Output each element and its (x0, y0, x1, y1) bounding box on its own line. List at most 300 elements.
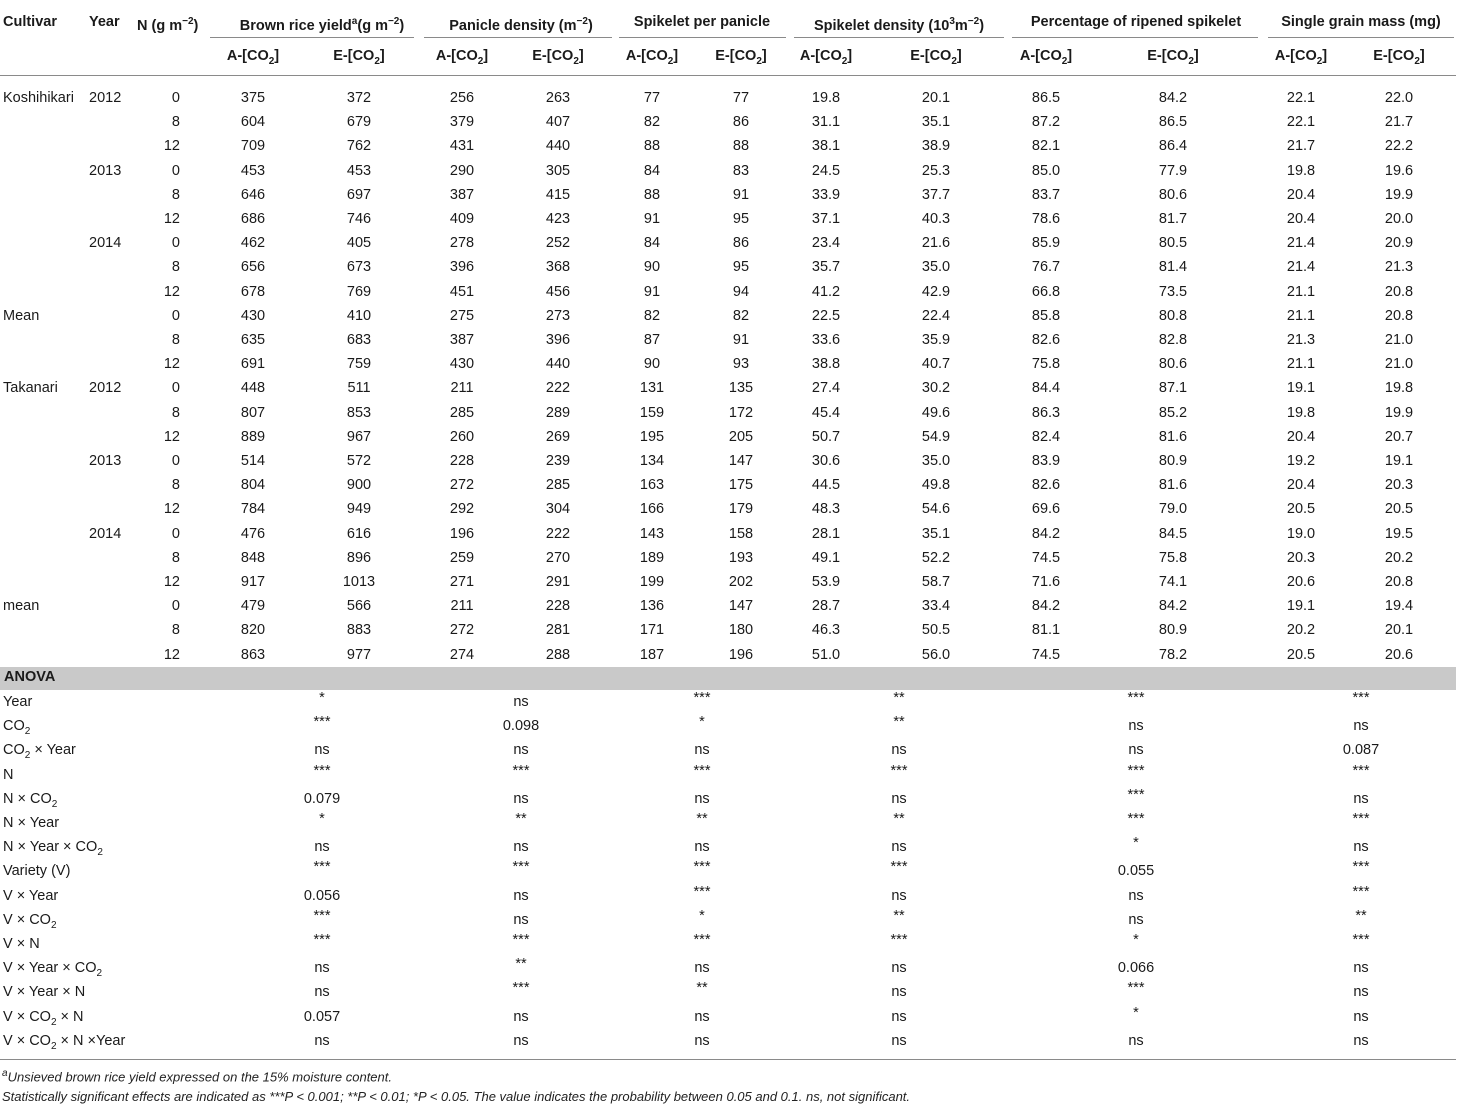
subheader-e-co2: $E-[CO_2]$ (1147, 48, 1199, 67)
footnote-significance: Statistically significant effects are indicated as ***P < 0.001; **P < 0.01; *P < 0.05. The value indicates the probability between 0.05 and 0.1. ns, not significant. (2, 1089, 911, 1104)
cell-value: 19.4 (1384, 598, 1414, 614)
cell-value: 205 (728, 429, 754, 445)
cell-value: 171 (639, 622, 665, 638)
cell-value: 21.3 (1384, 259, 1414, 275)
cell-value: 136 (639, 598, 665, 614)
cell-value: 33.6 (811, 332, 841, 348)
cell-n: 0 (171, 526, 180, 542)
anova-significance: ns (891, 888, 907, 904)
cell-value: 883 (346, 622, 372, 638)
cell-value: 158 (728, 526, 754, 542)
anova-title: ANOVA (4, 669, 56, 685)
cell-value: 415 (545, 187, 571, 203)
cell-value: 187 (639, 647, 665, 663)
anova-significance: ns (513, 912, 529, 928)
cell-value: 430 (240, 308, 266, 324)
cell-value: 616 (346, 526, 372, 542)
anova-effect-label: V × N (3, 936, 40, 952)
cell-value: 147 (728, 453, 754, 469)
cell-value: 21.6 (921, 235, 951, 251)
cell-value: 195 (639, 429, 665, 445)
cell-n: 12 (163, 647, 180, 663)
cell-value: 20.4 (1286, 211, 1316, 227)
anova-significance: *** (1127, 690, 1145, 706)
cell-value: 84.5 (1158, 526, 1188, 542)
cell-value: 20.6 (1384, 647, 1414, 663)
anova-significance: ns (1353, 1033, 1369, 1049)
cell-value: 896 (346, 550, 372, 566)
cell-year: 2014 (89, 235, 122, 251)
cell-value: 83.9 (1031, 453, 1061, 469)
anova-effect-label: Year (3, 694, 33, 710)
header-grain-mass: Single grain mass (mg) (1281, 14, 1441, 30)
anova-significance: ns (1128, 888, 1144, 904)
cell-value: 19.8 (811, 90, 841, 106)
cell-value: 20.4 (1286, 429, 1316, 445)
anova-significance: ns (1353, 718, 1369, 734)
cell-value: 94 (732, 284, 750, 300)
cell-value: 86.3 (1031, 405, 1061, 421)
cell-value: 71.6 (1031, 574, 1061, 590)
anova-significance: ns (1353, 1009, 1369, 1025)
cell-value: 91 (732, 332, 750, 348)
anova-significance: * (699, 908, 705, 924)
cell-value: 196 (728, 647, 754, 663)
cell-value: 19.9 (1384, 187, 1414, 203)
cell-value: 87.1 (1158, 380, 1188, 396)
cell-value: 22.5 (811, 308, 841, 324)
cell-value: 80.9 (1158, 622, 1188, 638)
cell-value: 30.2 (921, 380, 951, 396)
cell-value: 38.8 (811, 356, 841, 372)
cell-value: 646 (240, 187, 266, 203)
cell-value: 91 (643, 284, 661, 300)
cell-value: 305 (545, 163, 571, 179)
cell-value: 91 (643, 211, 661, 227)
anova-significance: * (1133, 1005, 1139, 1021)
cell-value: 709 (240, 138, 266, 154)
cell-value: 274 (449, 647, 475, 663)
cell-value: 479 (240, 598, 266, 614)
cell-value: 656 (240, 259, 266, 275)
subheader-e-co2: $E-[CO_2]$ (715, 48, 767, 67)
cell-value: 288 (545, 647, 571, 663)
anova-significance: ** (893, 690, 905, 706)
cell-n: 0 (171, 453, 180, 469)
cell-value: 23.4 (811, 235, 841, 251)
cell-value: 84.2 (1031, 526, 1061, 542)
cell-value: 697 (346, 187, 372, 203)
cell-value: 291 (545, 574, 571, 590)
cell-value: 84.4 (1031, 380, 1061, 396)
anova-effect-label: $V \times CO_2 \times N$ ×Year (3, 1033, 126, 1052)
subheader-a-co2: $A-[CO_2]$ (226, 48, 280, 67)
anova-significance: *** (1352, 859, 1370, 875)
cell-value: 396 (545, 332, 571, 348)
cell-year: 2013 (89, 453, 122, 469)
cell-value: 83.7 (1031, 187, 1061, 203)
cell-value: 202 (728, 574, 754, 590)
subheader-e-co2: $E-[CO_2]$ (1373, 48, 1425, 67)
cell-value: 863 (240, 647, 266, 663)
cell-value: 84 (643, 163, 661, 179)
cell-value: 22.1 (1286, 114, 1316, 130)
anova-significance: *** (1127, 811, 1145, 827)
cell-value: 37.1 (811, 211, 841, 227)
cell-value: 166 (639, 501, 665, 517)
anova-effect-label: N × Year × $CO_2$ (3, 839, 103, 858)
cell-value: 281 (545, 622, 571, 638)
anova-significance: ns (694, 839, 710, 855)
cell-value: 90 (643, 259, 661, 275)
cell-value: 172 (728, 405, 754, 421)
anova-significance: 0.087 (1342, 742, 1380, 758)
anova-significance: ** (893, 908, 905, 924)
anova-significance: *** (693, 690, 711, 706)
cell-value: 678 (240, 284, 266, 300)
cell-value: 35.0 (921, 259, 951, 275)
cell-value: 196 (449, 526, 475, 542)
cell-value: 807 (240, 405, 266, 421)
cell-n: 8 (171, 477, 180, 493)
cell-value: 289 (545, 405, 571, 421)
cell-value: 49.8 (921, 477, 951, 493)
anova-significance: ns (513, 791, 529, 807)
anova-significance: ns (513, 1009, 529, 1025)
cell-value: 21.7 (1286, 138, 1316, 154)
cell-value: 21.4 (1286, 235, 1316, 251)
cell-value: 21.7 (1384, 114, 1414, 130)
cell-value: 49.6 (921, 405, 951, 421)
anova-significance: ns (891, 960, 907, 976)
anova-significance: *** (313, 859, 331, 875)
cell-value: 379 (449, 114, 475, 130)
anova-significance: * (319, 811, 325, 827)
header-year: Year (89, 14, 120, 30)
cell-value: 53.9 (811, 574, 841, 590)
cell-value: 889 (240, 429, 266, 445)
anova-significance: *** (890, 932, 908, 948)
anova-significance: ns (694, 960, 710, 976)
cell-cultivar: mean (3, 598, 40, 614)
cell-value: 784 (240, 501, 266, 517)
cell-value: 853 (346, 405, 372, 421)
anova-significance: *** (1352, 932, 1370, 948)
cell-value: 691 (240, 356, 266, 372)
cell-value: 20.1 (921, 90, 951, 106)
cell-value: 604 (240, 114, 266, 130)
cell-value: 35.1 (921, 526, 951, 542)
cell-value: 272 (449, 622, 475, 638)
cell-value: 179 (728, 501, 754, 517)
anova-significance: ns (891, 839, 907, 855)
anova-significance: *** (890, 859, 908, 875)
cell-value: 900 (346, 477, 372, 493)
cell-n: 12 (163, 356, 180, 372)
cell-value: 95 (732, 211, 750, 227)
cell-value: 40.3 (921, 211, 951, 227)
cell-value: 746 (346, 211, 372, 227)
cell-value: 19.1 (1286, 380, 1316, 396)
cell-value: 90 (643, 356, 661, 372)
cell-value: 211 (450, 598, 474, 614)
cell-cultivar: Takanari (3, 380, 58, 396)
cell-value: 28.7 (811, 598, 841, 614)
cell-n: 8 (171, 622, 180, 638)
cell-value: 85.9 (1031, 235, 1061, 251)
cell-value: 175 (728, 477, 754, 493)
cell-value: 35.0 (921, 453, 951, 469)
anova-significance: *** (1127, 763, 1145, 779)
cell-value: 41.2 (811, 284, 841, 300)
cell-value: 85.8 (1031, 308, 1061, 324)
cell-value: 368 (545, 259, 571, 275)
cell-value: 977 (346, 647, 372, 663)
cell-value: 31.1 (811, 114, 841, 130)
anova-significance: * (699, 714, 705, 730)
cell-value: 20.1 (1384, 622, 1414, 638)
anova-significance: 0.056 (303, 888, 341, 904)
cell-value: 189 (639, 550, 665, 566)
cell-value: 21.1 (1286, 284, 1316, 300)
anova-significance: ns (1353, 960, 1369, 976)
cell-value: 290 (449, 163, 475, 179)
cell-cultivar: Mean (3, 308, 40, 324)
cell-value: 396 (449, 259, 475, 275)
cell-value: 1013 (342, 574, 376, 590)
cell-value: 270 (545, 550, 571, 566)
cell-value: 762 (346, 138, 372, 154)
cell-value: 86 (732, 235, 750, 251)
cell-value: 147 (728, 598, 754, 614)
anova-significance: ns (314, 742, 330, 758)
cell-value: 66.8 (1031, 284, 1061, 300)
cell-n: 12 (163, 501, 180, 517)
cell-value: 272 (449, 477, 475, 493)
anova-significance: ns (891, 1009, 907, 1025)
header-n: N (g $m^{-2}$) (137, 16, 199, 34)
cell-value: 88 (643, 138, 661, 154)
cell-value: 199 (639, 574, 665, 590)
cell-value: 21.1 (1286, 308, 1316, 324)
cell-value: 73.5 (1158, 284, 1188, 300)
anova-significance: ns (513, 1033, 529, 1049)
header-brown-rice-yield: Brown rice yield$^a$(g $m^{-2}$) (239, 16, 405, 34)
cell-value: 252 (545, 235, 571, 251)
cell-value: 54.6 (921, 501, 951, 517)
cell-value: 77.9 (1158, 163, 1188, 179)
cell-value: 37.7 (921, 187, 951, 203)
cell-n: 0 (171, 235, 180, 251)
cell-value: 91 (732, 187, 750, 203)
cell-value: 20.8 (1384, 574, 1414, 590)
cell-value: 635 (240, 332, 266, 348)
cell-value: 80.6 (1158, 356, 1188, 372)
cell-value: 80.6 (1158, 187, 1188, 203)
anova-significance: * (1133, 835, 1139, 851)
cell-year: 2013 (89, 163, 122, 179)
anova-significance: *** (1127, 787, 1145, 803)
cell-value: 572 (346, 453, 372, 469)
cell-value: 38.9 (921, 138, 951, 154)
subheader-a-co2: $A-[CO_2]$ (1274, 48, 1328, 67)
cell-value: 82.8 (1158, 332, 1188, 348)
cell-value: 78.6 (1031, 211, 1061, 227)
cell-value: 375 (240, 90, 266, 106)
anova-significance: ** (893, 714, 905, 730)
cell-value: 440 (545, 138, 571, 154)
cell-value: 84 (643, 235, 661, 251)
anova-significance: *** (1352, 884, 1370, 900)
cell-value: 54.9 (921, 429, 951, 445)
cell-n: 0 (171, 90, 180, 106)
cell-value: 21.3 (1286, 332, 1316, 348)
cell-value: 285 (449, 405, 475, 421)
cell-value: 20.3 (1286, 550, 1316, 566)
cell-value: 69.6 (1031, 501, 1061, 517)
anova-significance: ns (513, 839, 529, 855)
header-ripened-spikelet: Percentage of ripened spikelet (1030, 14, 1242, 30)
anova-significance: *** (1352, 811, 1370, 827)
cell-value: 44.5 (811, 477, 841, 493)
cell-value: 228 (545, 598, 571, 614)
cell-value: 80.9 (1158, 453, 1188, 469)
cell-n: 12 (163, 284, 180, 300)
cell-value: 19.0 (1286, 526, 1316, 542)
cell-value: 82.4 (1031, 429, 1061, 445)
cell-value: 48.3 (811, 501, 841, 517)
cell-value: 20.9 (1384, 235, 1414, 251)
anova-significance: ns (1128, 718, 1144, 734)
cell-value: 77 (732, 90, 750, 106)
header-cultivar: Cultivar (3, 14, 57, 30)
cell-value: 88 (643, 187, 661, 203)
anova-significance: ns (1128, 912, 1144, 928)
anova-significance: *** (890, 763, 908, 779)
cell-value: 74.1 (1158, 574, 1188, 590)
cell-value: 19.5 (1384, 526, 1414, 542)
anova-significance: ** (696, 980, 708, 996)
cell-value: 83 (732, 163, 750, 179)
cell-n: 0 (171, 308, 180, 324)
cell-n: 8 (171, 187, 180, 203)
cell-n: 12 (163, 574, 180, 590)
anova-significance: ns (513, 742, 529, 758)
cell-value: 87 (643, 332, 661, 348)
cell-value: 285 (545, 477, 571, 493)
cell-value: 21.4 (1286, 259, 1316, 275)
cell-value: 462 (240, 235, 266, 251)
cell-value: 448 (240, 380, 266, 396)
cell-value: 19.8 (1286, 405, 1316, 421)
cell-value: 20.5 (1384, 501, 1414, 517)
cell-value: 76.7 (1031, 259, 1061, 275)
anova-significance: ns (891, 791, 907, 807)
cell-value: 304 (545, 501, 571, 517)
cell-value: 28.1 (811, 526, 841, 542)
anova-effect-label: $V \times CO_2$ (3, 912, 57, 931)
cell-value: 35.1 (921, 114, 951, 130)
cell-value: 27.4 (811, 380, 841, 396)
cell-value: 20.4 (1286, 477, 1316, 493)
cell-value: 82.1 (1031, 138, 1061, 154)
cell-value: 20.6 (1286, 574, 1316, 590)
cell-value: 19.9 (1384, 405, 1414, 421)
cell-value: 20.4 (1286, 187, 1316, 203)
cell-value: 430 (449, 356, 475, 372)
cell-value: 566 (346, 598, 372, 614)
cell-value: 35.7 (811, 259, 841, 275)
anova-significance: 0.098 (502, 718, 540, 734)
cell-value: 20.5 (1286, 647, 1316, 663)
anova-significance: ns (891, 742, 907, 758)
anova-significance: * (319, 690, 325, 706)
cell-value: 456 (545, 284, 571, 300)
cell-value: 84.2 (1158, 90, 1188, 106)
anova-significance: 0.055 (1117, 863, 1155, 879)
anova-effect-label: $V \times CO_2 \times N$ (3, 1009, 84, 1028)
cell-value: 22.0 (1384, 90, 1414, 106)
anova-significance: *** (693, 932, 711, 948)
anova-significance: ns (314, 984, 330, 1000)
cell-value: 77 (643, 90, 661, 106)
cell-value: 19.8 (1384, 380, 1414, 396)
anova-significance: ns (891, 984, 907, 1000)
anova-significance: ns (1353, 984, 1369, 1000)
cell-year: 2012 (89, 380, 122, 396)
anova-significance: ns (891, 1033, 907, 1049)
anova-effect-label: Variety (V) (3, 863, 71, 879)
cell-value: 451 (449, 284, 475, 300)
cell-value: 38.1 (811, 138, 841, 154)
anova-significance: ns (314, 839, 330, 855)
anova-effect-label: V × Year × N (3, 984, 86, 1000)
cell-value: 387 (449, 187, 475, 203)
anova-significance: ns (1128, 742, 1144, 758)
cell-value: 81.1 (1031, 622, 1061, 638)
cell-value: 79.0 (1158, 501, 1188, 517)
cell-value: 19.1 (1384, 453, 1414, 469)
cell-value: 259 (449, 550, 475, 566)
subheader-e-co2: $E-[CO_2]$ (910, 48, 962, 67)
cell-value: 86 (732, 114, 750, 130)
anova-effect-label: V × Year × $CO_2$ (3, 960, 103, 979)
cell-value: 228 (449, 453, 475, 469)
subheader-a-co2: $A-[CO_2]$ (1019, 48, 1073, 67)
cell-value: 769 (346, 284, 372, 300)
cell-value: 431 (449, 138, 475, 154)
cell-value: 387 (449, 332, 475, 348)
cell-value: 917 (240, 574, 266, 590)
anova-significance: *** (313, 763, 331, 779)
anova-effect-label: $CO_2$ (3, 718, 31, 737)
anova-significance: 0.057 (303, 1009, 341, 1025)
anova-significance: *** (1127, 980, 1145, 996)
anova-significance: *** (512, 980, 530, 996)
header-panicle-density: Panicle density $(m^{-2})$ (449, 16, 593, 34)
cell-value: 49.1 (811, 550, 841, 566)
anova-significance: *** (693, 884, 711, 900)
cell-value: 81.6 (1158, 429, 1188, 445)
cell-n: 0 (171, 163, 180, 179)
anova-significance: ** (515, 811, 527, 827)
cell-value: 673 (346, 259, 372, 275)
cell-n: 12 (163, 138, 180, 154)
cell-value: 686 (240, 211, 266, 227)
cell-value: 82.6 (1031, 332, 1061, 348)
cell-value: 239 (545, 453, 571, 469)
cell-value: 256 (449, 90, 475, 106)
